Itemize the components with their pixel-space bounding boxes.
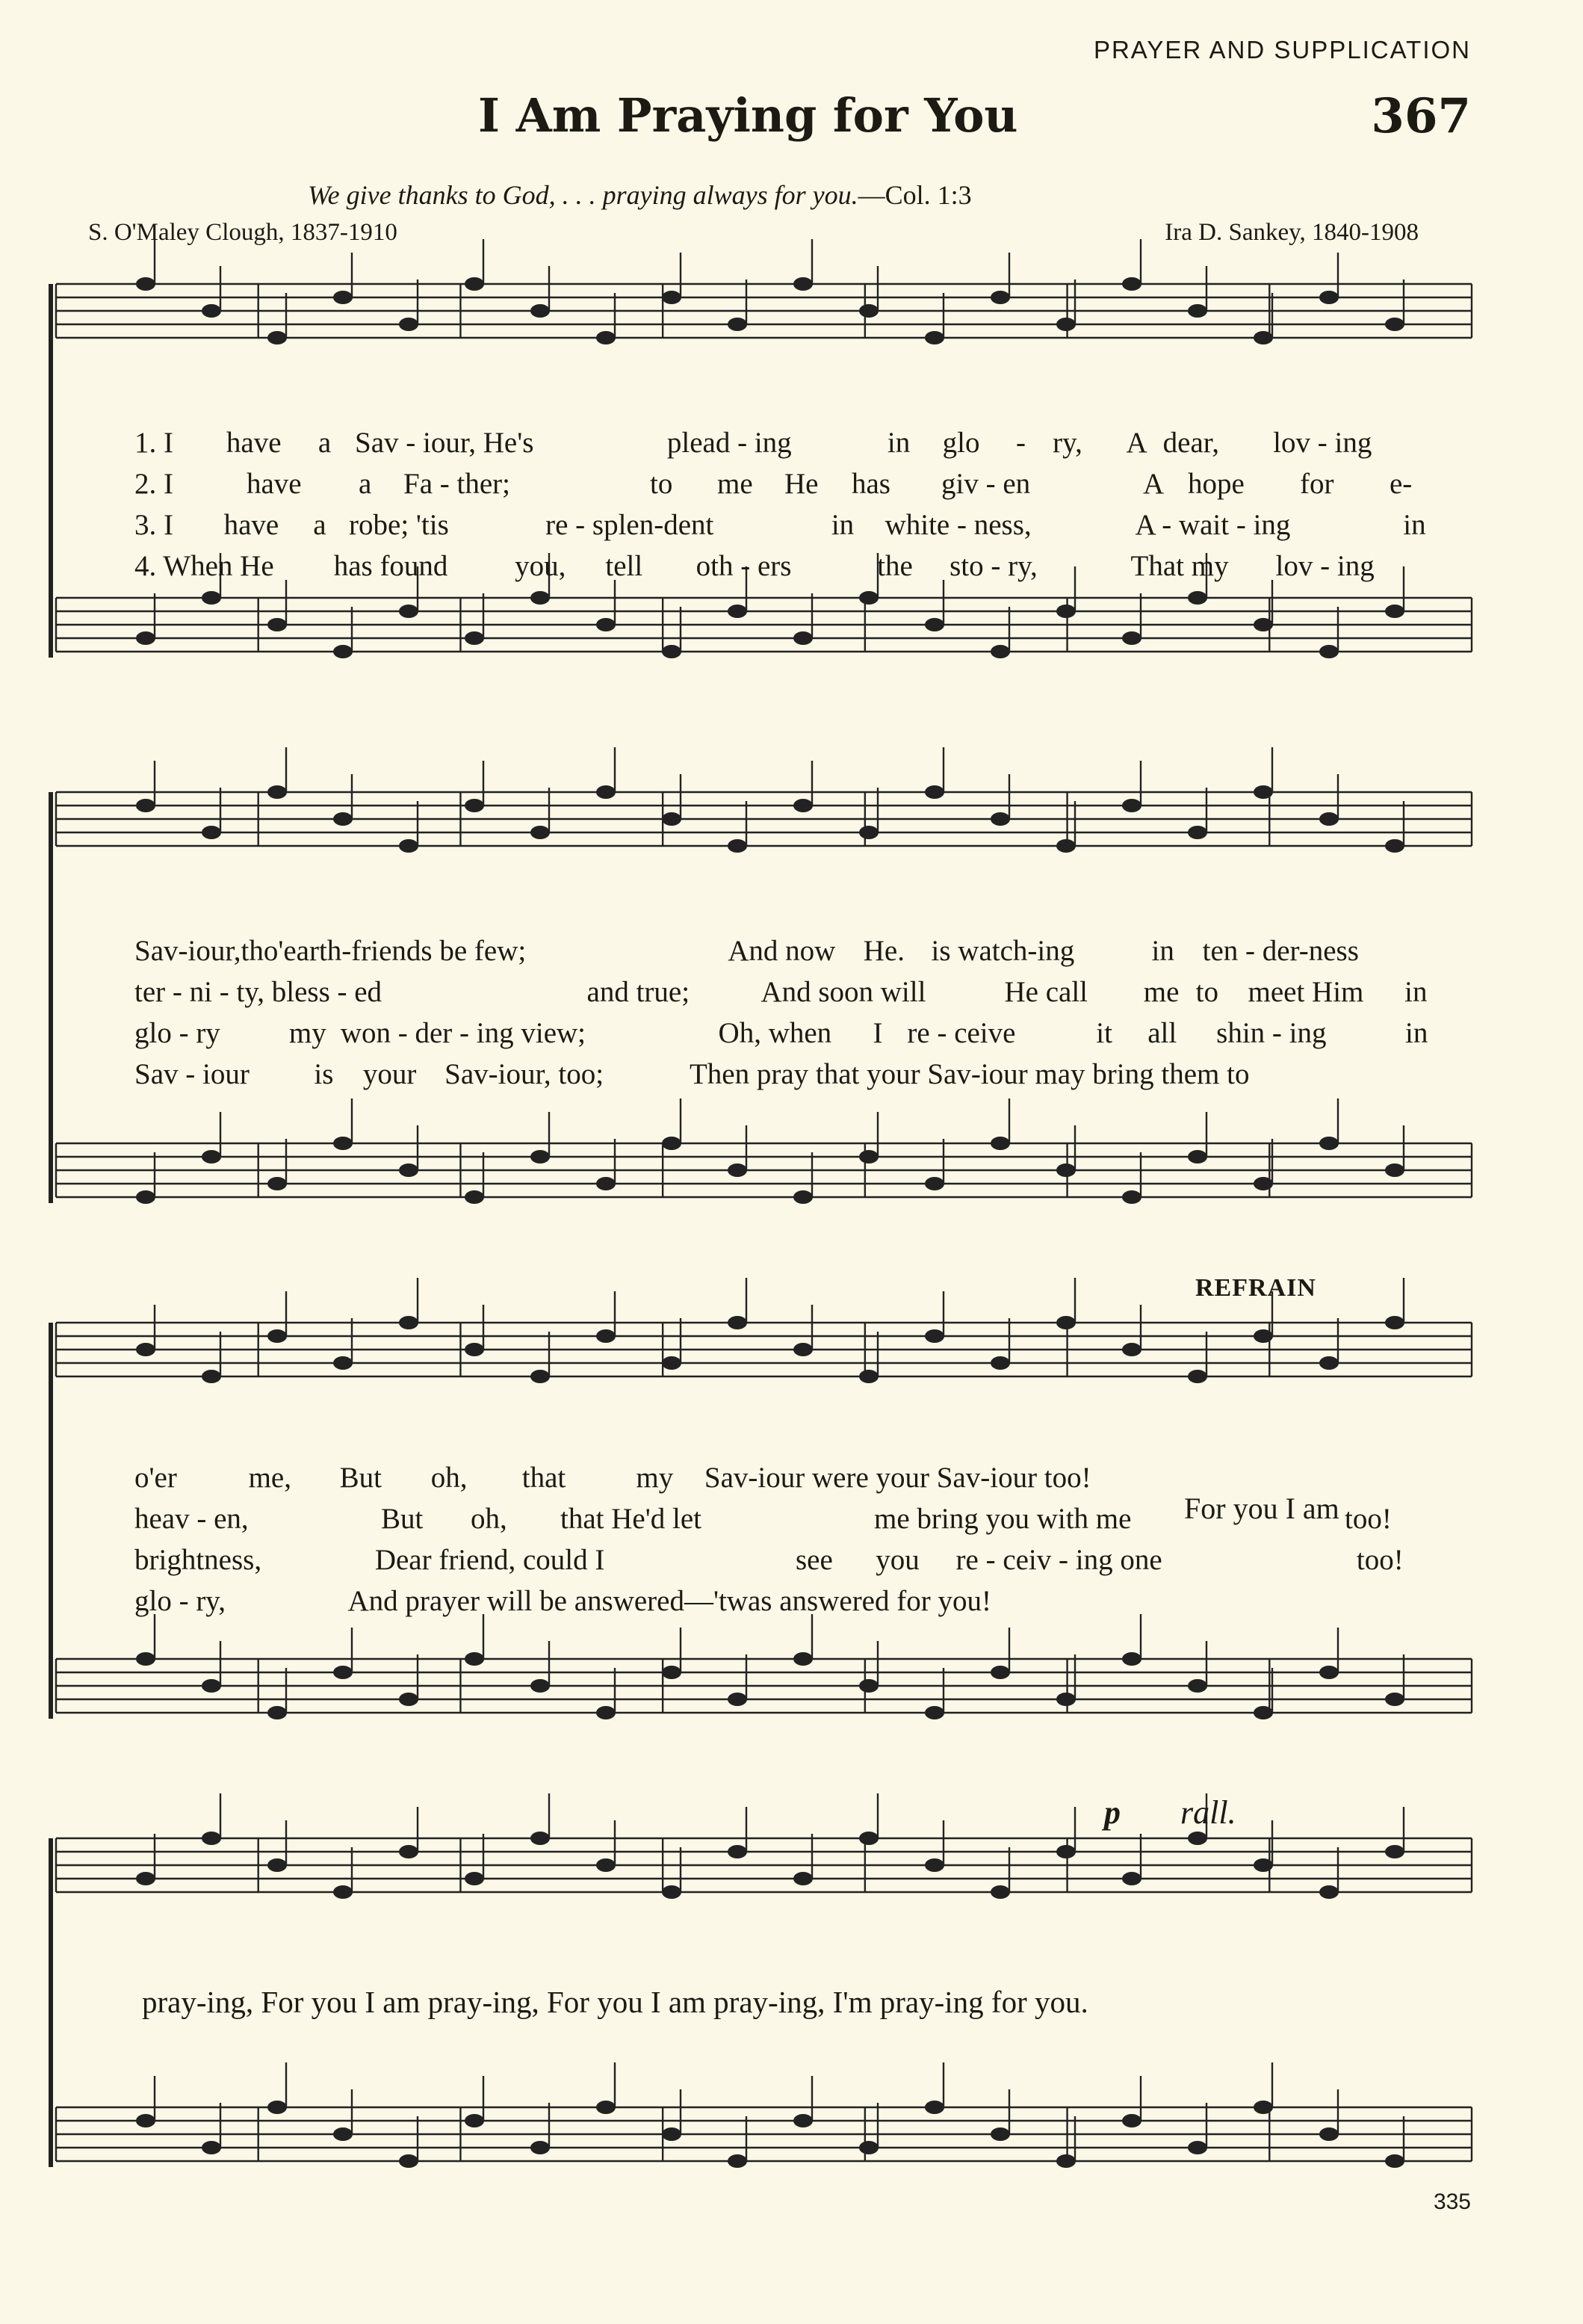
lyric-syllable: in	[1151, 935, 1174, 967]
verse-line	[0, 1057, 1583, 1098]
lyric-syllable: ter - ni - ty, bless - ed	[134, 976, 382, 1008]
note-head	[136, 277, 155, 291]
note-head	[530, 304, 550, 318]
note-head	[202, 1832, 221, 1845]
note-head	[267, 1858, 287, 1872]
note-head	[662, 645, 681, 658]
note-head	[793, 1652, 813, 1666]
lyricist-credit: S. O'Maley Clough, 1837-1910	[88, 219, 397, 246]
note-head	[1188, 591, 1207, 605]
note-head	[793, 799, 813, 812]
note-head	[202, 1679, 221, 1693]
note-head	[465, 1872, 484, 1885]
hymn-number: 367	[1371, 88, 1471, 144]
lyric-syllable: glo	[942, 427, 980, 459]
lyric-syllable: a	[313, 509, 326, 541]
note-head	[859, 826, 879, 839]
lyric-syllable: a	[317, 427, 332, 459]
note-head	[399, 839, 418, 853]
note-head	[793, 1190, 813, 1204]
lyric-syllable: in	[831, 509, 855, 541]
note-head	[202, 1370, 221, 1383]
scripture-text: We give thanks to God, . . . praying always for you.	[308, 180, 858, 210]
hymn-title: I Am Praying for You	[478, 88, 1018, 143]
verse-line	[0, 975, 1583, 1016]
note-head	[1254, 331, 1273, 344]
note-head	[530, 1370, 550, 1383]
note-head	[267, 1177, 287, 1190]
lyric-syllable: sto - ry,	[950, 550, 1038, 582]
lyric-syllable: in	[1404, 976, 1428, 1008]
note-head	[728, 1163, 747, 1177]
note-head	[1385, 605, 1404, 618]
note-head	[1188, 826, 1207, 839]
note-head	[596, 1706, 616, 1719]
lyric-syllable: me	[717, 468, 753, 500]
note-head	[1122, 2114, 1141, 2127]
lyric-syllable: a	[359, 468, 372, 500]
refrain-label: REFRAIN	[1195, 1274, 1316, 1302]
lyric-syllable: me	[1143, 976, 1180, 1008]
section-heading: PRAYER AND SUPPLICATION	[1093, 36, 1471, 64]
note-head	[793, 631, 813, 645]
note-head	[1319, 291, 1339, 304]
note-head	[1056, 1845, 1076, 1858]
lyric-syllable: has found	[333, 550, 448, 582]
note-head	[465, 1190, 484, 1204]
note-head	[1188, 304, 1207, 318]
lyric-syllable: I	[873, 1017, 883, 1049]
lyric-syllable: in	[887, 427, 911, 459]
note-head	[596, 331, 616, 344]
lyric-syllable: 1. I	[134, 427, 173, 459]
note-head	[728, 1316, 747, 1329]
note-head	[793, 1343, 813, 1356]
note-head	[728, 839, 747, 853]
note-head	[662, 291, 681, 304]
note-head	[267, 1706, 287, 1719]
lyric-syllable: Fa - ther;	[403, 468, 510, 500]
note-head	[859, 1150, 879, 1163]
note-head	[1319, 645, 1339, 658]
lyric-syllable: And soon will	[760, 976, 926, 1008]
note-head	[1122, 631, 1141, 645]
note-head	[465, 1343, 484, 1356]
page-number: 335	[1433, 2189, 1471, 2214]
verse-line	[0, 1461, 1583, 1501]
lyric-syllable: Dear friend, could I	[374, 1544, 605, 1576]
lyric-syllable: won - der - ing view;	[340, 1017, 586, 1049]
lyric-syllable: But	[339, 1462, 382, 1494]
note-head	[1056, 318, 1076, 331]
note-head	[859, 1832, 879, 1845]
note-head	[925, 1858, 944, 1872]
note-head	[333, 1885, 353, 1899]
note-head	[1188, 2141, 1207, 2154]
note-head	[530, 591, 550, 605]
note-head	[1056, 1163, 1076, 1177]
lyric-syllable: giv - en	[941, 468, 1031, 500]
lyric-syllable: plead - ing	[666, 427, 792, 459]
lyric-syllable: hope	[1188, 468, 1245, 500]
lyric-syllable: oh,	[430, 1462, 468, 1494]
lyric-syllable: ten - der-ness	[1202, 935, 1359, 967]
note-head	[1188, 1370, 1207, 1383]
note-head	[925, 1329, 944, 1343]
note-head	[1188, 1679, 1207, 1693]
note-head	[333, 812, 353, 826]
note-head	[399, 605, 418, 618]
note-head	[530, 1150, 550, 1163]
note-head	[991, 1666, 1010, 1679]
note-head	[925, 618, 944, 631]
note-head	[1385, 2154, 1404, 2168]
lyric-syllable: lov - ing	[1273, 427, 1372, 459]
note-head	[1254, 1329, 1273, 1343]
note-head	[465, 1652, 484, 1666]
lyric-syllable: me,	[248, 1462, 291, 1494]
note-head	[1385, 839, 1404, 853]
lyric-syllable: and true;	[586, 976, 690, 1008]
note-head	[202, 591, 221, 605]
note-head	[1122, 1190, 1141, 1204]
note-head	[662, 812, 681, 826]
lyric-syllable: Then pray that your Sav-iour may bring them to	[689, 1058, 1250, 1090]
note-head	[991, 1137, 1010, 1150]
verse-line	[0, 1502, 1583, 1542]
note-head	[530, 1832, 550, 1845]
note-head	[662, 1885, 681, 1899]
note-head	[333, 1666, 353, 1679]
note-head	[267, 2101, 287, 2114]
lyric-syllable: Sav - iour, He's	[355, 427, 534, 459]
note-head	[136, 799, 155, 812]
note-head	[1122, 277, 1141, 291]
note-head	[1319, 1356, 1339, 1370]
verse-line	[0, 467, 1583, 507]
lyric-syllable: A - wait - ing	[1135, 509, 1291, 541]
scripture-reference: —Col. 1:3	[858, 180, 972, 210]
note-head	[1319, 1885, 1339, 1899]
note-head	[1254, 2101, 1273, 2114]
lyric-syllable: tell	[605, 550, 643, 582]
note-head	[1385, 1693, 1404, 1706]
note-head	[530, 826, 550, 839]
lyric-syllable: all	[1147, 1017, 1177, 1049]
lyric-syllable: my	[636, 1462, 674, 1494]
note-head	[728, 318, 747, 331]
lyric-syllable: And prayer will be answered—'twas answered for you!	[347, 1585, 991, 1617]
note-head	[991, 812, 1010, 826]
note-head	[530, 1679, 550, 1693]
note-head	[1385, 1316, 1404, 1329]
lyric-syllable: re - splen-dent	[545, 509, 714, 541]
lyric-syllable: shin - ing	[1216, 1017, 1327, 1049]
lyric-syllable: Sav - iour	[134, 1058, 250, 1090]
note-head	[596, 1329, 616, 1343]
note-head	[1056, 839, 1076, 853]
lyric-syllable: o'er	[134, 1462, 177, 1494]
note-head	[1056, 605, 1076, 618]
note-head	[202, 1150, 221, 1163]
lyric-syllable: that	[521, 1462, 566, 1494]
note-head	[728, 2154, 747, 2168]
note-head	[136, 1652, 155, 1666]
lyric-syllable: have	[247, 468, 302, 500]
note-head	[793, 1872, 813, 1885]
note-head	[1122, 1872, 1141, 1885]
lyric-syllable: And now	[728, 935, 836, 967]
note-head	[202, 826, 221, 839]
note-head	[399, 2154, 418, 2168]
note-head	[1385, 1163, 1404, 1177]
note-head	[596, 618, 616, 631]
note-head	[465, 2114, 484, 2127]
note-head	[1385, 318, 1404, 331]
lyric-syllable: you,	[515, 550, 566, 582]
lyric-syllable: Sav-iour, too;	[444, 1058, 604, 1090]
lyric-syllable: has	[852, 468, 890, 500]
note-head	[662, 1356, 681, 1370]
note-head	[136, 631, 155, 645]
lyric-syllable: re - ceiv - ing one	[955, 1544, 1162, 1576]
lyric-syllable: glo - ry	[134, 1017, 220, 1049]
note-head	[1319, 2127, 1339, 2141]
lyric-syllable: He	[784, 468, 819, 500]
lyric-syllable: e-	[1390, 468, 1413, 500]
lyric-syllable: for	[1300, 468, 1334, 500]
verse-line	[0, 1543, 1583, 1583]
lyric-syllable: He.	[863, 935, 905, 967]
note-head	[859, 2141, 879, 2154]
lyric-syllable: Sav-iour,tho'earth-friends be few;	[134, 935, 527, 967]
tempo-marking: rall.	[1180, 1794, 1236, 1831]
verse-line	[0, 1016, 1583, 1057]
lyric-syllable: to	[650, 468, 673, 500]
note-head	[333, 645, 353, 658]
note-head	[136, 1343, 155, 1356]
note-head	[793, 2114, 813, 2127]
note-head	[530, 2141, 550, 2154]
lyric-syllable: too!	[1345, 1503, 1392, 1535]
note-head	[465, 799, 484, 812]
verse-line	[0, 508, 1583, 548]
note-head	[859, 304, 879, 318]
note-head	[596, 1177, 616, 1190]
note-head	[1319, 1137, 1339, 1150]
note-head	[859, 1370, 879, 1383]
composer-credit: Ira D. Sankey, 1840-1908	[1165, 219, 1419, 246]
note-head	[859, 1679, 879, 1693]
note-head	[465, 277, 484, 291]
lyric-syllable: But	[381, 1503, 424, 1535]
note-head	[1254, 1858, 1273, 1872]
note-head	[793, 277, 813, 291]
note-head	[333, 1137, 353, 1150]
note-head	[1122, 1652, 1141, 1666]
lyric-syllable: Sav-iour were your Sav-iour too!	[704, 1462, 1091, 1494]
note-head	[728, 1693, 747, 1706]
note-head	[1188, 1150, 1207, 1163]
lyric-syllable: glo - ry,	[134, 1585, 226, 1617]
lyric-syllable: meet Him	[1248, 976, 1364, 1008]
note-head	[399, 1316, 418, 1329]
note-head	[925, 2101, 944, 2114]
lyric-syllable: robe; 'tis	[349, 509, 449, 541]
note-head	[399, 1163, 418, 1177]
note-head	[991, 2127, 1010, 2141]
note-head	[267, 785, 287, 799]
lyric-syllable: A	[1143, 468, 1165, 500]
note-head	[991, 1356, 1010, 1370]
note-head	[1254, 618, 1273, 631]
lyric-syllable: dear,	[1162, 427, 1219, 459]
note-head	[662, 1666, 681, 1679]
lyric-syllable: the	[877, 550, 913, 582]
note-head	[991, 291, 1010, 304]
refrain-words: For you I am	[1184, 1492, 1339, 1525]
lyric-syllable: that He'd let	[560, 1503, 701, 1535]
note-head	[136, 1872, 155, 1885]
note-head	[1254, 1177, 1273, 1190]
dynamic-marking: p	[1104, 1794, 1121, 1831]
note-head	[267, 1329, 287, 1343]
lyric-syllable: heav - en,	[134, 1503, 249, 1535]
lyric-syllable: That my	[1130, 550, 1229, 582]
note-head	[991, 1885, 1010, 1899]
note-head	[333, 1356, 353, 1370]
note-head	[925, 1706, 944, 1719]
note-head	[267, 618, 287, 631]
lyric-syllable: it	[1096, 1017, 1112, 1049]
note-head	[1188, 1832, 1207, 1845]
lyric-syllable: ry,	[1053, 427, 1082, 459]
note-head	[202, 304, 221, 318]
note-head	[202, 2141, 221, 2154]
note-head	[333, 2127, 353, 2141]
lyric-syllable: you	[876, 1544, 920, 1576]
lyric-syllable: too!	[1356, 1544, 1404, 1576]
lyric-syllable: He call	[1004, 976, 1088, 1008]
lyric-syllable: oth - ers	[696, 550, 792, 582]
note-head	[399, 1693, 418, 1706]
lyric-syllable: white - ness,	[885, 509, 1032, 541]
lyric-syllable: have	[223, 509, 279, 541]
note-head	[728, 1845, 747, 1858]
verse-line	[0, 1584, 1583, 1625]
note-head	[136, 2114, 155, 2127]
note-head	[1122, 1343, 1141, 1356]
note-head	[925, 331, 944, 344]
note-head	[596, 2101, 616, 2114]
note-head	[1385, 1845, 1404, 1858]
note-head	[596, 785, 616, 799]
lyric-syllable: Oh, when	[718, 1017, 832, 1049]
lyric-syllable: 2. I	[134, 468, 173, 500]
note-head	[1056, 1693, 1076, 1706]
lyric-syllable: is	[314, 1058, 334, 1090]
refrain-last-line: pray-ing, For you I am pray-ing, For you I am pray-ing, I'm pray-ing for you.	[142, 1985, 1088, 2019]
lyric-syllable: lov - ing	[1275, 550, 1375, 582]
lyric-syllable: my	[288, 1017, 326, 1049]
note-head	[1254, 785, 1273, 799]
note-head	[1254, 1706, 1273, 1719]
note-head	[662, 2127, 681, 2141]
lyric-syllable: A	[1126, 427, 1147, 459]
note-head	[728, 605, 747, 618]
verse-line	[0, 426, 1583, 466]
lyric-syllable: to	[1195, 976, 1218, 1008]
note-head	[925, 1177, 944, 1190]
lyric-syllable: re - ceive	[907, 1017, 1016, 1049]
note-head	[465, 631, 484, 645]
note-head	[1056, 1316, 1076, 1329]
note-head	[925, 785, 944, 799]
verse-line	[0, 934, 1583, 974]
note-head	[399, 1845, 418, 1858]
note-head	[136, 1190, 155, 1204]
lyric-syllable: your	[362, 1058, 417, 1090]
lyric-syllable: me bring you with me	[874, 1503, 1132, 1535]
lyric-syllable: have	[226, 427, 282, 459]
lyric-syllable: brightness,	[134, 1544, 262, 1576]
lyric-syllable: see	[796, 1544, 833, 1576]
note-head	[1122, 799, 1141, 812]
note-head	[991, 645, 1010, 658]
lyric-syllable: in	[1405, 1017, 1428, 1049]
lyric-syllable: 4. When He	[134, 550, 274, 582]
lyric-syllable: oh,	[471, 1503, 507, 1535]
verse-line	[0, 549, 1583, 590]
note-head	[1319, 812, 1339, 826]
note-head	[1319, 1666, 1339, 1679]
note-head	[399, 318, 418, 331]
note-head	[267, 331, 287, 344]
note-head	[596, 1858, 616, 1872]
lyric-syllable: is watch-ing	[931, 935, 1075, 967]
note-head	[1056, 2154, 1076, 2168]
note-head	[662, 1137, 681, 1150]
note-head	[333, 291, 353, 304]
lyric-syllable: -	[1016, 427, 1026, 459]
note-head	[859, 591, 879, 605]
lyric-syllable: in	[1403, 509, 1426, 541]
lyric-syllable: 3. I	[134, 509, 173, 541]
